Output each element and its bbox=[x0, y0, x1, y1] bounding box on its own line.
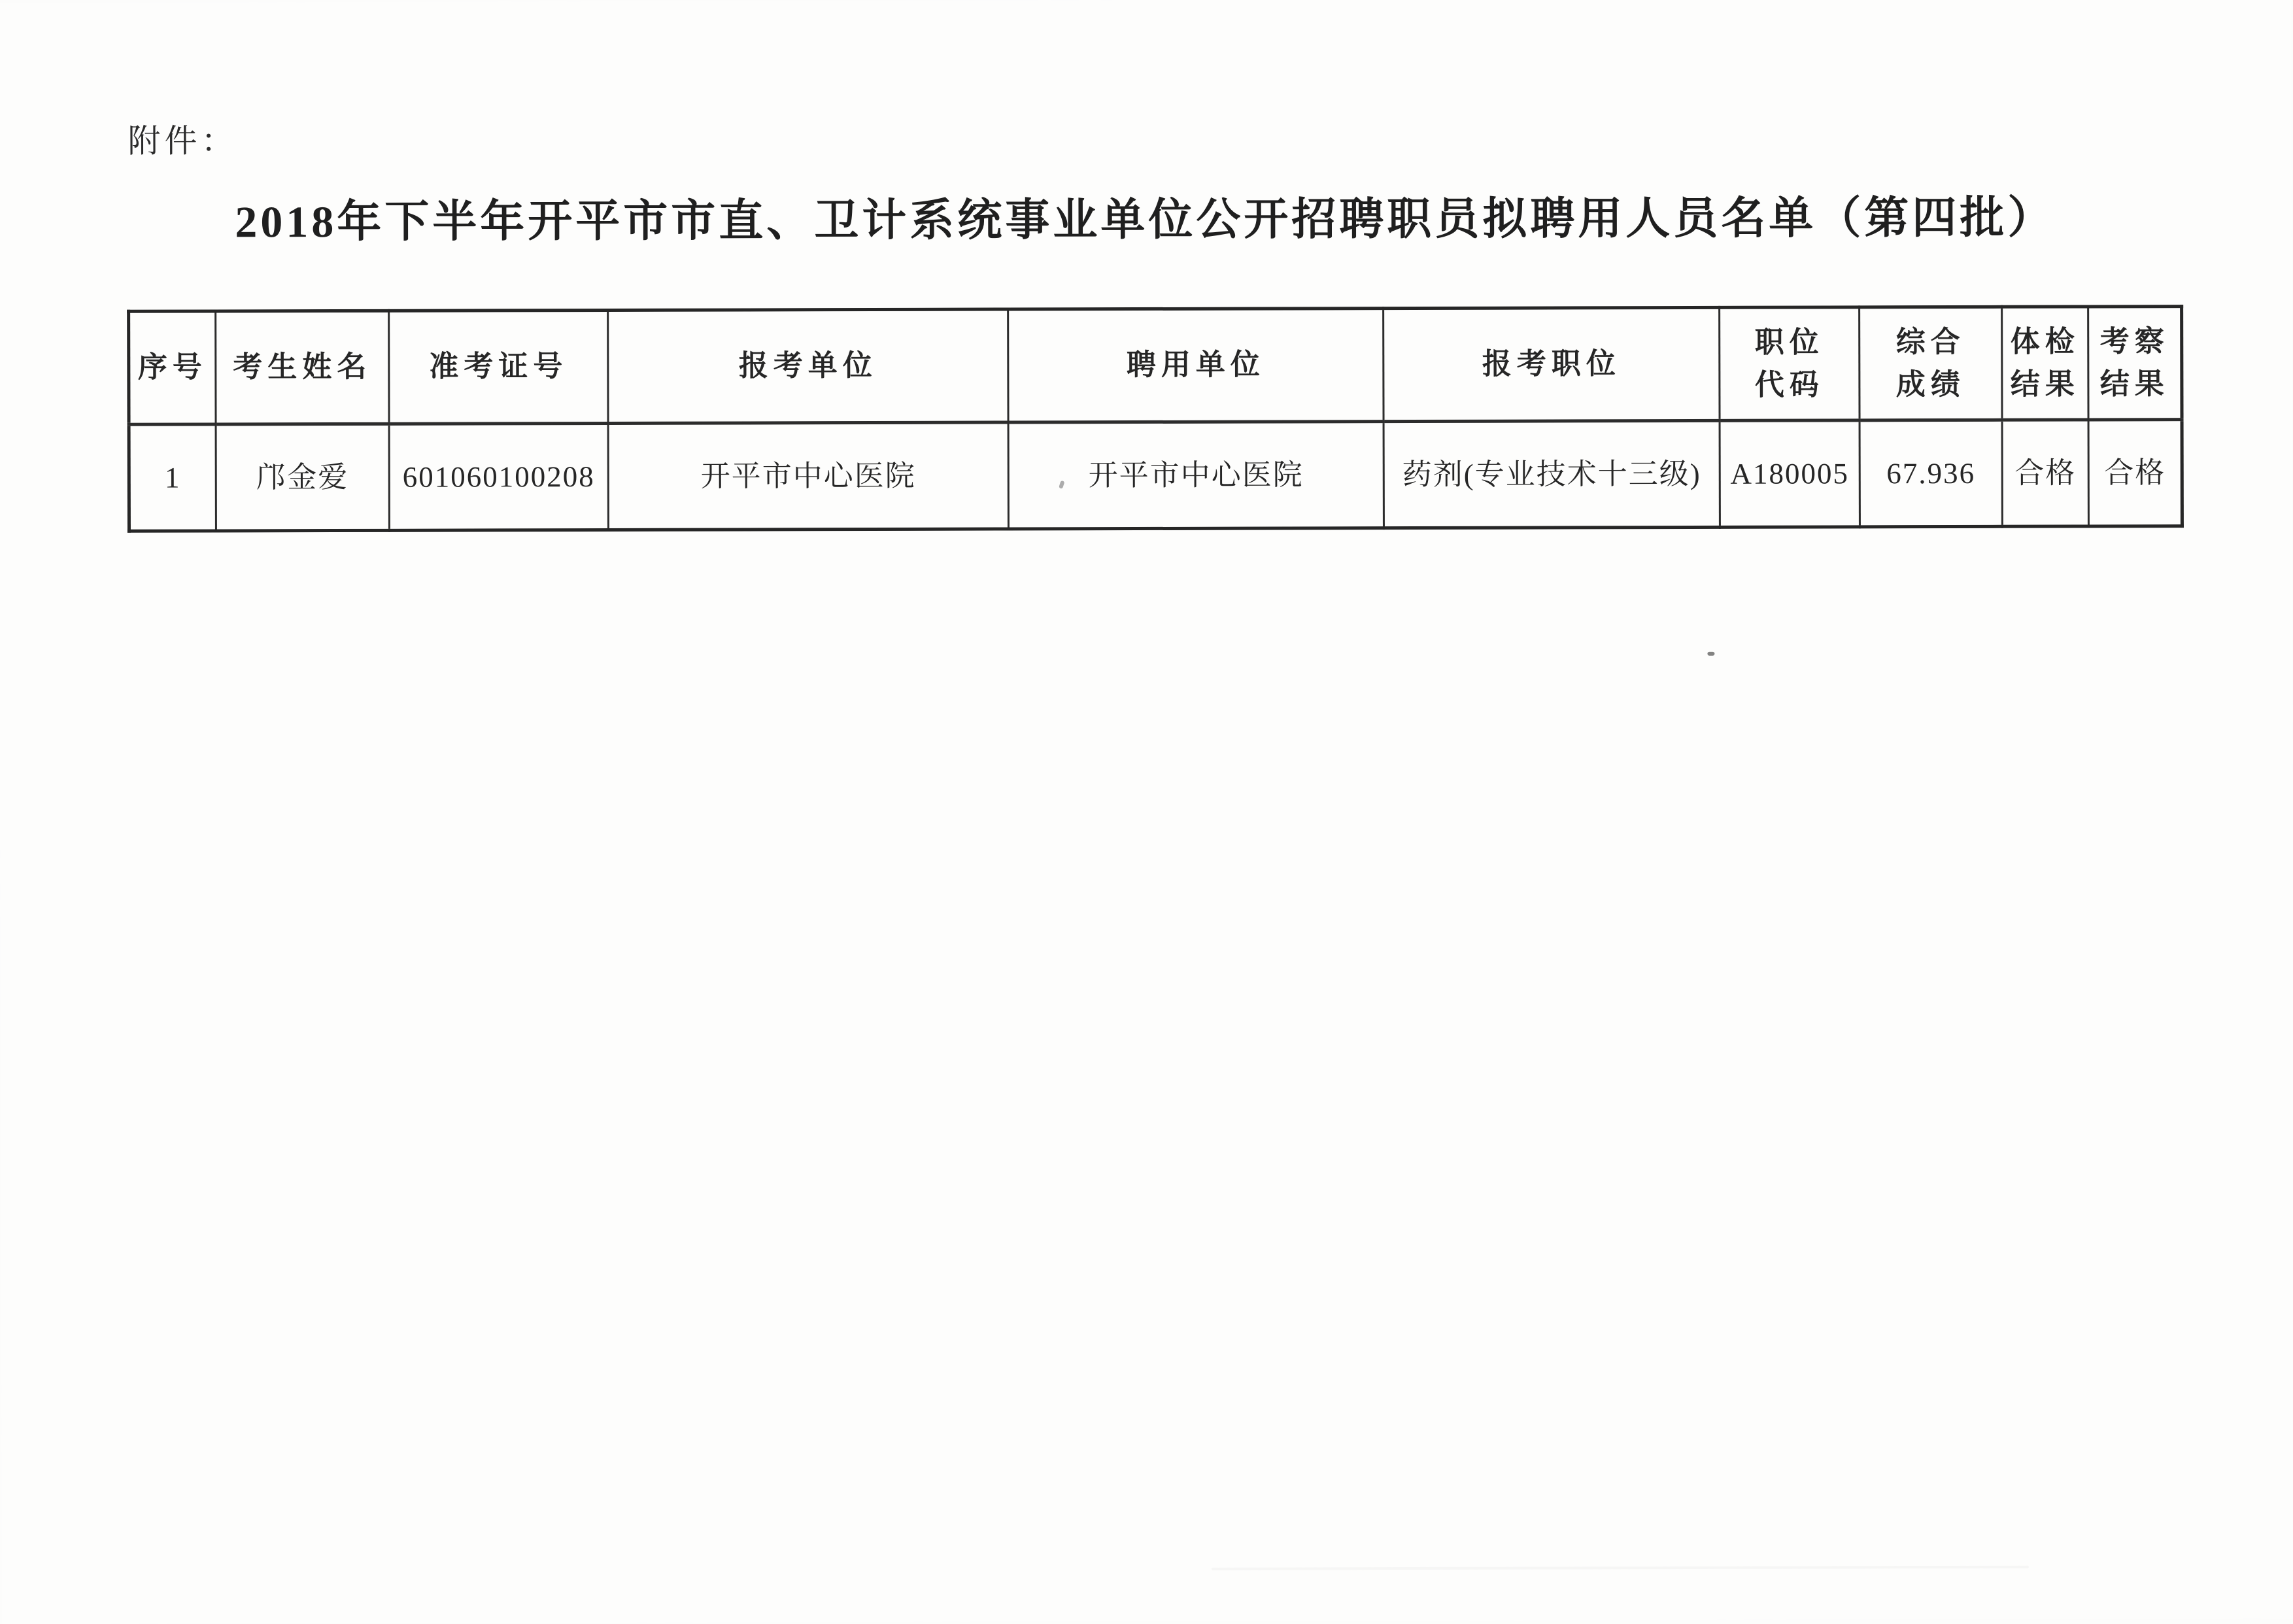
column-header-position-code: 职位 代码 bbox=[1720, 307, 1860, 421]
column-header-inspection-result: 考察 结果 bbox=[2088, 307, 2182, 420]
scan-speck bbox=[1707, 652, 1714, 656]
column-header-exam-number: 准考证号 bbox=[389, 311, 608, 424]
cell-applied-position: 药剂(专业技术十三级) bbox=[1384, 420, 1720, 528]
cell-applied-unit: 开平市中心医院 bbox=[608, 422, 1008, 530]
cell-composite-score: 67.936 bbox=[1860, 420, 2002, 527]
column-header-applied-position: 报考职位 bbox=[1384, 307, 1720, 421]
cell-candidate-name: 邝金爱 bbox=[216, 424, 389, 531]
table-row bbox=[129, 420, 2182, 532]
attachment-label: 附件： bbox=[127, 122, 238, 160]
hired-personnel-table bbox=[127, 305, 2184, 533]
cell-hiring-unit: 开平市中心医院 bbox=[1008, 422, 1384, 529]
cell-seq: 1 bbox=[129, 424, 216, 531]
column-header-physical-exam-result: 体检 结果 bbox=[2002, 307, 2088, 420]
cell-inspection-result: 合格 bbox=[2088, 420, 2182, 526]
cell-exam-number: 601060100208 bbox=[389, 424, 608, 531]
cell-position-code: A180005 bbox=[1720, 420, 1860, 528]
document-title: 2018年下半年开平市市直、卫计系统事业单位公开招聘职员拟聘用人员名单（第四批） bbox=[235, 192, 2056, 247]
column-header-applied-unit: 报考单位 bbox=[608, 309, 1008, 423]
cell-physical-exam-result: 合格 bbox=[2002, 420, 2088, 526]
table-header-row bbox=[129, 307, 2182, 425]
column-header-seq: 序号 bbox=[129, 311, 216, 424]
column-header-candidate-name: 考生姓名 bbox=[216, 311, 389, 424]
column-header-composite-score: 综合 成绩 bbox=[1860, 307, 2002, 420]
scan-streak bbox=[1212, 1566, 2029, 1570]
column-header-hiring-unit: 聘用单位 bbox=[1008, 309, 1384, 422]
